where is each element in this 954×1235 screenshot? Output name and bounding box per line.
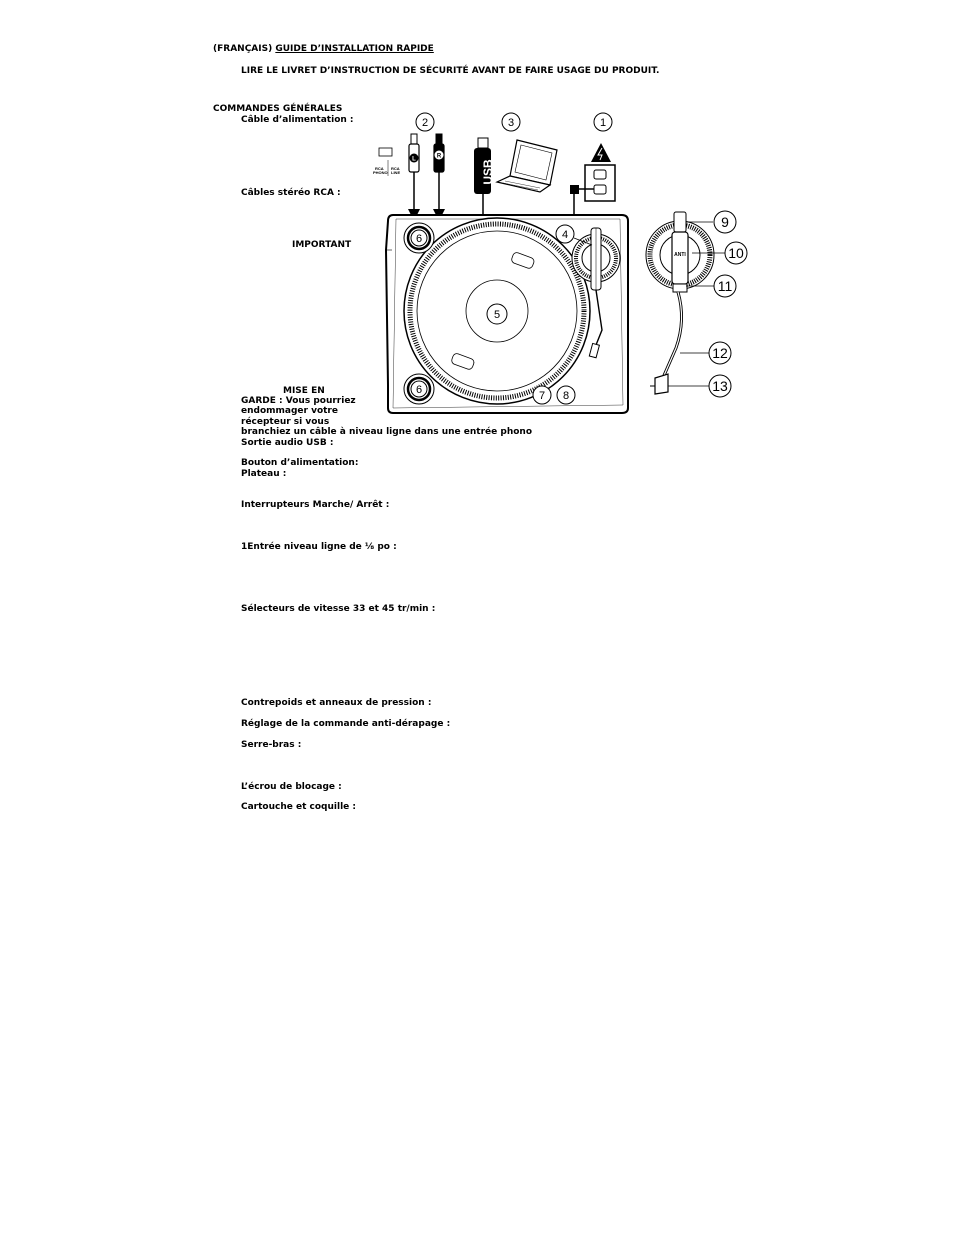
label-line-in: 1Entrée niveau ligne de ⅛ po : <box>241 542 397 552</box>
callout-6-bottom <box>411 381 427 397</box>
label-platter: Plateau : <box>241 469 287 479</box>
callout-7 <box>533 386 551 404</box>
svg-text:7: 7 <box>538 390 546 402</box>
header-lang: (FRANÇAIS) GUIDE D’INSTALLATION RAPIDE <box>213 44 434 54</box>
turntable-diagram <box>360 108 760 418</box>
label-rca-cables: Câbles stéréo RCA : <box>241 188 341 198</box>
rca-plug-right <box>434 134 444 215</box>
callout-6-top <box>411 230 427 246</box>
label-power-cable: Câble d’alimentation : <box>241 115 354 125</box>
label-power-button: Bouton d’alimentation: <box>241 458 359 468</box>
anti-skate-label: ANTI <box>674 252 686 258</box>
usb-plug <box>474 138 495 216</box>
switch-label-line: RCA LINE <box>391 166 401 175</box>
phono-line-switch <box>373 148 400 176</box>
svg-text:12: 12 <box>712 345 728 361</box>
callout-11 <box>714 275 736 297</box>
warning-line-2: GARDE : Vous pourriez <box>241 396 356 406</box>
svg-text:1: 1 <box>599 117 607 129</box>
svg-text:9: 9 <box>721 214 729 230</box>
svg-text:8: 8 <box>562 390 570 402</box>
label-arm-clip: Serre-bras : <box>241 740 302 750</box>
safety-notice: LIRE LE LIVRET D’INSTRUCTION DE SÉCURITÉ AVANT DE FAIRE USAGE DU PRODUIT. <box>241 66 660 76</box>
callout-8 <box>557 386 575 404</box>
label-usb-out: Sortie audio USB : <box>241 438 334 448</box>
section-title: COMMANDES GÉNÉRALES <box>213 104 343 114</box>
svg-text:6: 6 <box>415 233 423 245</box>
svg-text:11: 11 <box>717 278 733 294</box>
svg-text:5: 5 <box>493 309 501 321</box>
warning-line-4: récepteur si vous <box>241 417 330 427</box>
svg-text:13: 13 <box>712 378 728 394</box>
label-cartridge: Cartouche et coquille : <box>241 802 356 812</box>
callout-4 <box>556 225 574 243</box>
label-important: IMPORTANT <box>292 240 352 250</box>
svg-text:10: 10 <box>728 245 744 261</box>
power-outlet-icon <box>570 143 615 216</box>
warning-line-3: endommager votre <box>241 406 338 416</box>
plug-left-letter: L <box>412 156 416 163</box>
callout-13 <box>709 375 731 397</box>
label-speed: Sélecteurs de vitesse 33 et 45 tr/min : <box>241 604 436 614</box>
callout-12 <box>709 342 731 364</box>
callout-2 <box>416 113 434 131</box>
rca-plug-left <box>409 134 419 215</box>
warning-line-5: branchiez un câble à niveau ligne dans une entrée phono <box>241 427 533 437</box>
callout-1 <box>594 113 612 131</box>
switch-label-phono: RCA PHONO <box>373 166 388 175</box>
warning-line-1: MISE EN <box>283 386 325 396</box>
svg-text:2: 2 <box>421 117 429 129</box>
plug-right-letter: R <box>436 153 442 160</box>
label-start-stop: Interrupteurs Marche/ Arrêt : <box>241 500 390 510</box>
usb-text: USB <box>481 159 495 185</box>
tonearm-detail <box>646 212 714 394</box>
svg-text:6: 6 <box>415 384 423 396</box>
label-counterweight: Contrepoids et anneaux de pression : <box>241 698 432 708</box>
callout-10 <box>725 242 747 264</box>
callout-9 <box>714 211 736 233</box>
laptop-icon <box>497 140 557 192</box>
header-title: GUIDE D’INSTALLATION RAPIDE <box>275 44 434 54</box>
label-lock-nut: L’écrou de blocage : <box>241 782 342 792</box>
svg-text:3: 3 <box>507 117 515 129</box>
svg-text:4: 4 <box>561 229 569 241</box>
callout-5 <box>487 304 507 324</box>
callout-3 <box>502 113 520 131</box>
label-antiskate: Réglage de la commande anti-dérapage : <box>241 719 451 729</box>
